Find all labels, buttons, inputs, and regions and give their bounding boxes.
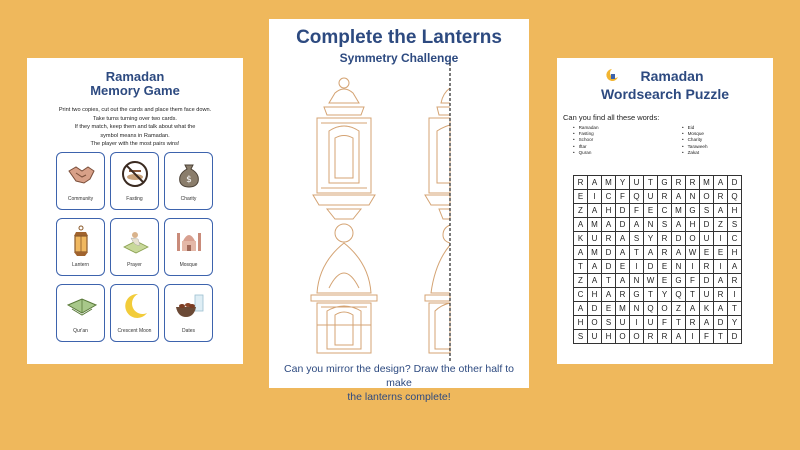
dates-bowl-icon	[174, 291, 206, 321]
grid-letter-cell[interactable]: I	[630, 260, 644, 274]
grid-letter-cell[interactable]: U	[700, 232, 714, 246]
grid-letter-cell[interactable]: O	[616, 330, 630, 344]
grid-letter-cell[interactable]: N	[686, 190, 700, 204]
grid-letter-cell[interactable]: A	[714, 302, 728, 316]
grid-letter-cell[interactable]: H	[588, 288, 602, 302]
memory-card-mosque[interactable]	[164, 218, 213, 276]
grid-letter-cell[interactable]: A	[630, 218, 644, 232]
symmetry-title: Complete the Lanterns	[296, 27, 502, 48]
grid-letter-cell[interactable]: Y	[728, 316, 742, 330]
handshake-icon	[66, 159, 96, 189]
grid-letter-cell[interactable]: I	[686, 260, 700, 274]
grid-letter-cell[interactable]: U	[644, 316, 658, 330]
word-item: • Mosque	[682, 131, 708, 137]
grid-letter-cell[interactable]: I	[714, 232, 728, 246]
grid-row	[574, 176, 742, 190]
grid-letter-cell[interactable]: M	[616, 302, 630, 316]
grid-letter-cell[interactable]: I	[630, 316, 644, 330]
grid-letter-cell[interactable]: T	[644, 176, 658, 190]
grid-letter-cell[interactable]: T	[686, 288, 700, 302]
money-bag-icon	[174, 159, 204, 189]
memory-card-community[interactable]	[56, 152, 105, 210]
symmetry-sheet	[269, 19, 529, 403]
grid-letter-cell[interactable]: T	[602, 274, 616, 288]
grid-letter-cell[interactable]: A	[672, 330, 686, 344]
grid-letter-cell[interactable]: F	[616, 190, 630, 204]
lantern-outline-icon	[311, 224, 377, 353]
grid-letter-cell[interactable]: F	[658, 316, 672, 330]
grid-letter-cell[interactable]: F	[700, 330, 714, 344]
grid-letter-cell[interactable]: S	[700, 204, 714, 218]
wordsearch-title-line2: Wordsearch Puzzle	[600, 86, 730, 102]
grid-letter-cell[interactable]: I	[714, 260, 728, 274]
grid-letter-cell[interactable]: C	[602, 190, 616, 204]
memory-card-dates[interactable]	[164, 284, 213, 342]
card-label: Mosque	[179, 262, 198, 268]
grid-letter-cell[interactable]: R	[686, 316, 700, 330]
quran-icon	[66, 291, 98, 321]
card-label: Qur'an	[73, 328, 88, 334]
grid-letter-cell[interactable]: Y	[658, 288, 672, 302]
half-lantern-outline-icon	[425, 225, 450, 353]
grid-letter-cell[interactable]: A	[602, 288, 616, 302]
grid-letter-cell[interactable]: A	[574, 302, 588, 316]
grid-letter-cell[interactable]: A	[588, 260, 602, 274]
grid-row	[574, 218, 742, 232]
word-list-left	[573, 125, 599, 156]
grid-letter-cell[interactable]: G	[630, 288, 644, 302]
grid-letter-cell[interactable]: E	[644, 204, 658, 218]
grid-letter-cell[interactable]: R	[658, 232, 672, 246]
grid-letter-cell[interactable]: D	[644, 260, 658, 274]
grid-letter-cell[interactable]: U	[588, 330, 602, 344]
grid-letter-cell[interactable]: D	[588, 302, 602, 316]
grid-letter-cell[interactable]: E	[574, 190, 588, 204]
grid-row	[574, 204, 742, 218]
memory-title-line2: Memory Game	[90, 83, 180, 98]
grid-letter-cell[interactable]: O	[700, 190, 714, 204]
no-food-icon	[120, 159, 150, 189]
grid-letter-cell[interactable]: R	[658, 330, 672, 344]
grid-row	[574, 302, 742, 316]
wordsearch-grid	[573, 175, 742, 344]
grid-row	[574, 260, 742, 274]
grid-letter-cell[interactable]: C	[574, 288, 588, 302]
grid-letter-cell[interactable]: O	[588, 316, 602, 330]
grid-letter-cell[interactable]: Z	[714, 218, 728, 232]
grid-letter-cell[interactable]: C	[728, 232, 742, 246]
grid-letter-cell[interactable]: U	[630, 176, 644, 190]
memory-card-crescent-moon[interactable]	[110, 284, 159, 342]
word-item: • Taraweeh	[682, 144, 708, 150]
grid-letter-cell[interactable]: T	[630, 246, 644, 260]
word-item: • Charity	[682, 137, 708, 143]
grid-letter-cell[interactable]: U	[588, 232, 602, 246]
grid-letter-cell[interactable]: R	[728, 274, 742, 288]
grid-letter-cell[interactable]: C	[658, 204, 672, 218]
grid-row	[574, 232, 742, 246]
grid-letter-cell[interactable]: R	[700, 260, 714, 274]
grid-letter-cell[interactable]: A	[588, 176, 602, 190]
grid-letter-cell[interactable]: U	[700, 288, 714, 302]
grid-letter-cell[interactable]: M	[672, 204, 686, 218]
grid-letter-cell[interactable]: A	[574, 218, 588, 232]
grid-letter-cell[interactable]: E	[714, 246, 728, 260]
word-item: • Quran	[573, 150, 599, 156]
grid-letter-cell[interactable]: R	[644, 330, 658, 344]
grid-letter-cell[interactable]: D	[616, 218, 630, 232]
card-label: Charity	[180, 196, 197, 202]
memory-card-fasting[interactable]	[110, 152, 159, 210]
grid-letter-cell[interactable]: R	[672, 176, 686, 190]
grid-letter-cell[interactable]: W	[644, 274, 658, 288]
grid-letter-cell[interactable]: H	[602, 204, 616, 218]
grid-letter-cell[interactable]: R	[658, 246, 672, 260]
grid-letter-cell[interactable]: M	[588, 246, 602, 260]
grid-letter-cell[interactable]: A	[588, 274, 602, 288]
symmetry-subtitle: Symmetry Challenge	[339, 51, 459, 65]
memory-card-lantern[interactable]	[56, 218, 105, 276]
grid-row	[574, 330, 742, 344]
grid-letter-cell[interactable]: G	[658, 176, 672, 190]
grid-letter-cell[interactable]: D	[728, 330, 742, 344]
grid-letter-cell[interactable]: O	[630, 330, 644, 344]
grid-letter-cell[interactable]: I	[728, 288, 742, 302]
grid-letter-cell[interactable]: A	[616, 232, 630, 246]
grid-row	[574, 190, 742, 204]
grid-letter-cell[interactable]: A	[714, 274, 728, 288]
instruction-line: symbol means in Ramadan.	[100, 132, 170, 139]
grid-letter-cell[interactable]: N	[644, 218, 658, 232]
card-label: Lantern	[72, 262, 89, 268]
grid-letter-cell[interactable]: M	[700, 176, 714, 190]
grid-letter-cell[interactable]: T	[714, 330, 728, 344]
grid-letter-cell[interactable]: D	[700, 218, 714, 232]
grid-letter-cell[interactable]: N	[630, 274, 644, 288]
memory-title-line1: Ramadan	[105, 69, 165, 84]
caption-line: the lanterns complete!	[347, 391, 451, 403]
grid-letter-cell[interactable]: W	[686, 246, 700, 260]
grid-letter-cell[interactable]: A	[672, 190, 686, 204]
symmetry-caption	[271, 362, 527, 404]
grid-letter-cell[interactable]: R	[658, 190, 672, 204]
wordsearch-sheet	[557, 58, 773, 364]
grid-letter-cell[interactable]: E	[658, 274, 672, 288]
memory-card-quran[interactable]	[56, 284, 105, 342]
grid-letter-cell[interactable]: S	[602, 316, 616, 330]
wordsearch-title-line1: Ramadan	[640, 68, 704, 84]
grid-letter-cell[interactable]: A	[686, 302, 700, 316]
grid-letter-cell[interactable]: A	[644, 246, 658, 260]
grid-letter-cell[interactable]: T	[672, 316, 686, 330]
grid-letter-cell[interactable]: T	[728, 302, 742, 316]
grid-letter-cell[interactable]: G	[686, 204, 700, 218]
grid-letter-cell[interactable]: T	[574, 260, 588, 274]
grid-letter-cell[interactable]: R	[602, 232, 616, 246]
grid-letter-cell[interactable]: D	[728, 176, 742, 190]
prayer-mat-icon	[120, 225, 150, 255]
grid-letter-cell[interactable]: Z	[672, 302, 686, 316]
grid-letter-cell[interactable]: Q	[728, 190, 742, 204]
grid-letter-cell[interactable]: D	[602, 246, 616, 260]
grid-letter-cell[interactable]: N	[630, 302, 644, 316]
card-label: Dates	[181, 328, 196, 334]
grid-letter-cell[interactable]: U	[616, 316, 630, 330]
grid-row	[574, 316, 742, 330]
grid-letter-cell[interactable]: A	[574, 246, 588, 260]
crescent-moon-icon	[120, 291, 150, 321]
grid-letter-cell[interactable]: H	[574, 316, 588, 330]
grid-letter-cell[interactable]: I	[686, 330, 700, 344]
mosque-icon	[174, 225, 204, 255]
grid-letter-cell[interactable]: T	[644, 288, 658, 302]
grid-letter-cell[interactable]: A	[672, 218, 686, 232]
grid-letter-cell[interactable]: R	[686, 176, 700, 190]
grid-row	[574, 274, 742, 288]
caption-line: Can you mirror the design? Draw the other half to make	[284, 363, 514, 389]
word-item: • Schoor	[573, 137, 599, 143]
grid-letter-cell[interactable]: A	[588, 204, 602, 218]
word-item: • Eid	[682, 125, 708, 131]
grid-letter-cell[interactable]: O	[686, 232, 700, 246]
grid-letter-cell[interactable]: Z	[574, 274, 588, 288]
grid-letter-cell[interactable]: Y	[616, 176, 630, 190]
grid-letter-cell[interactable]: Q	[630, 190, 644, 204]
grid-letter-cell[interactable]: O	[658, 302, 672, 316]
grid-letter-cell[interactable]: E	[616, 260, 630, 274]
half-lantern-outline-icon	[425, 88, 450, 219]
grid-letter-cell[interactable]: S	[574, 330, 588, 344]
grid-row	[574, 246, 742, 260]
grid-letter-cell[interactable]: D	[700, 274, 714, 288]
grid-letter-cell[interactable]: D	[602, 260, 616, 274]
grid-letter-cell[interactable]: A	[672, 246, 686, 260]
card-label: Community	[67, 196, 94, 202]
grid-letter-cell[interactable]: S	[728, 218, 742, 232]
grid-letter-cell[interactable]: H	[686, 218, 700, 232]
grid-letter-cell[interactable]: A	[728, 260, 742, 274]
grid-letter-cell[interactable]: D	[672, 232, 686, 246]
word-list-right	[682, 125, 708, 156]
memory-card-prayer[interactable]	[110, 218, 159, 276]
grid-letter-cell[interactable]: U	[644, 190, 658, 204]
grid-letter-cell[interactable]: I	[588, 190, 602, 204]
instruction-line: Take turns turning over two cards.	[93, 115, 177, 122]
grid-letter-cell[interactable]: H	[602, 330, 616, 344]
grid-letter-cell[interactable]: S	[658, 218, 672, 232]
grid-letter-cell[interactable]: M	[602, 176, 616, 190]
grid-letter-cell[interactable]: F	[630, 204, 644, 218]
grid-letter-cell[interactable]: D	[714, 316, 728, 330]
memory-game-sheet	[27, 58, 243, 364]
word-item: • Zakat	[682, 150, 708, 156]
grid-letter-cell[interactable]: H	[728, 246, 742, 260]
grid-letter-cell[interactable]: R	[714, 190, 728, 204]
card-label: Prayer	[127, 262, 142, 268]
grid-letter-cell[interactable]: G	[672, 274, 686, 288]
grid-letter-cell[interactable]: R	[616, 288, 630, 302]
grid-letter-cell[interactable]: N	[672, 260, 686, 274]
grid-letter-cell[interactable]: K	[700, 302, 714, 316]
grid-letter-cell[interactable]: H	[728, 204, 742, 218]
lantern-icon	[66, 225, 96, 259]
grid-letter-cell[interactable]: E	[602, 302, 616, 316]
grid-letter-cell[interactable]: R	[714, 288, 728, 302]
lantern-outline-icon	[313, 78, 375, 219]
word-item: • Fasting	[573, 131, 599, 137]
grid-letter-cell[interactable]: F	[686, 274, 700, 288]
grid-row	[574, 288, 742, 302]
memory-card-charity[interactable]	[164, 152, 213, 210]
word-item: • Ramadan	[573, 125, 599, 131]
grid-letter-cell[interactable]: Q	[672, 288, 686, 302]
grid-letter-cell[interactable]: A	[700, 316, 714, 330]
grid-letter-cell[interactable]: M	[588, 218, 602, 232]
grid-letter-cell[interactable]: D	[616, 204, 630, 218]
grid-letter-cell[interactable]: R	[574, 176, 588, 190]
grid-letter-cell[interactable]: E	[658, 260, 672, 274]
grid-letter-cell[interactable]: K	[574, 232, 588, 246]
memory-instructions	[31, 106, 239, 149]
grid-letter-cell[interactable]: A	[602, 218, 616, 232]
instruction-line: The player with the most pairs wins!	[90, 141, 180, 148]
grid-letter-cell[interactable]: A	[616, 246, 630, 260]
svg-text:$: $	[186, 175, 192, 185]
grid-letter-cell[interactable]: E	[700, 246, 714, 260]
grid-letter-cell[interactable]: Z	[574, 204, 588, 218]
card-label: Crescent Moon	[117, 328, 152, 334]
grid-letter-cell[interactable]: A	[616, 274, 630, 288]
grid-letter-cell[interactable]: A	[714, 204, 728, 218]
grid-letter-cell[interactable]: Q	[644, 302, 658, 316]
lanterns-drawing	[269, 63, 529, 363]
grid-letter-cell[interactable]: Y	[644, 232, 658, 246]
grid-letter-cell[interactable]: S	[630, 232, 644, 246]
word-item: • Iftar	[573, 144, 599, 150]
wordsearch-prompt: Can you find all these words:	[563, 113, 660, 122]
instruction-line: If they match, keep them and talk about what the	[74, 124, 196, 131]
grid-letter-cell[interactable]: A	[714, 176, 728, 190]
instruction-line: Print two copies, cut out the cards and place them face down.	[58, 107, 212, 113]
card-label: Fasting	[126, 196, 143, 202]
